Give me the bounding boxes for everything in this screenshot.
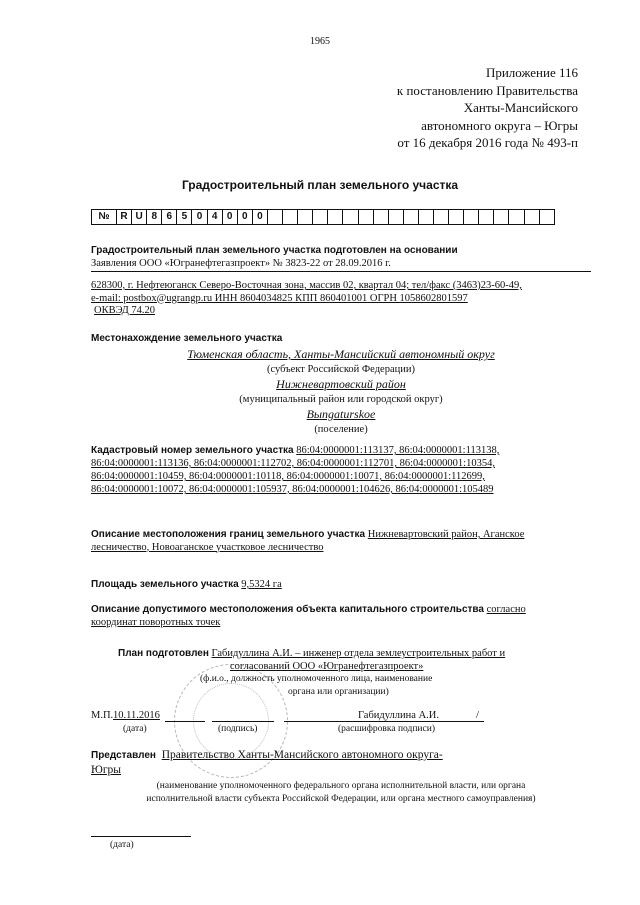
name-caption: (расшифровка подписи) bbox=[338, 724, 435, 734]
plan-number-grid bbox=[91, 209, 555, 225]
boundaries-section bbox=[91, 529, 591, 554]
basis-rule bbox=[91, 271, 591, 272]
area-section bbox=[91, 579, 591, 592]
presented-captions bbox=[91, 780, 591, 806]
plan-number-cell bbox=[313, 210, 328, 225]
page-number: 1965 bbox=[310, 36, 330, 47]
basis-label: Градостроительный план земельного участка подготовлен на основании bbox=[91, 245, 458, 256]
plan-number-cell bbox=[328, 210, 343, 225]
plan-number-cell: U bbox=[132, 210, 147, 225]
location-settlement: Выngaturskoe bbox=[306, 407, 376, 421]
presented-label: Представлен bbox=[91, 750, 156, 761]
plan-number-cell: 0 bbox=[223, 210, 238, 225]
location-block bbox=[91, 347, 591, 437]
location-settlement-caption: (поселение) bbox=[314, 424, 368, 435]
location-subject: Тюменская область, Ханты-Мансийский автономный округ bbox=[187, 347, 495, 361]
plan-number-cell bbox=[268, 210, 283, 225]
sign-date: 10.11.2016 bbox=[113, 710, 160, 721]
appendix-line: Ханты-Мансийского bbox=[463, 100, 578, 115]
basis-line-4: ОКВЭД 74.20 bbox=[94, 305, 156, 316]
cadastral-section bbox=[91, 444, 591, 496]
plan-number-cell: 0 bbox=[253, 210, 268, 225]
basis-line-2: 628300, г. Нефтеюганск Северо-Восточная зона, массив 02, квартал 04; тел/факс (3463)23-60-49, bbox=[91, 280, 522, 291]
plan-number-cell bbox=[540, 210, 555, 225]
appendix-line: Приложение 116 bbox=[485, 65, 578, 80]
appendix-block bbox=[397, 64, 578, 152]
permitted-label: Описание допустимого местоположения объекта капитального строительства bbox=[91, 604, 484, 615]
plan-number-cell: 4 bbox=[208, 210, 223, 225]
presented-caption-2: исполнительной власти субъекта Российской Федерации, или органа местного самоуправления) bbox=[146, 794, 536, 804]
basis-line-1: Заявления ООО «Югранефтегазпроект» № 3823-22 от 28.09.2016 г. bbox=[91, 257, 391, 269]
plan-number-cell bbox=[283, 210, 298, 225]
plan-number-cell bbox=[389, 210, 404, 225]
plan-number-cell bbox=[525, 210, 540, 225]
plan-number-cell bbox=[419, 210, 434, 225]
plan-number-cell: 0 bbox=[238, 210, 253, 225]
signature-caption: (подпись) bbox=[218, 724, 258, 734]
bottom-date-caption: (дата) bbox=[110, 840, 134, 850]
cadastral-label: Кадастровый номер земельного участка bbox=[91, 445, 294, 456]
boundaries-value-1: Нижневартовский район, Аганское bbox=[367, 529, 525, 540]
area-value: 9,5324 га bbox=[241, 579, 282, 590]
location-label: Местонахождение земельного участка bbox=[91, 333, 283, 344]
plan-number-cell: 0 bbox=[192, 210, 207, 225]
plan-number-cell bbox=[509, 210, 524, 225]
basis-section bbox=[91, 245, 591, 318]
appendix-line: от 16 декабря 2016 года № 493-п bbox=[397, 135, 578, 150]
plan-number-cell: 5 bbox=[177, 210, 192, 225]
appendix-line: к постановлению Правительства bbox=[396, 82, 578, 98]
plan-number-cell bbox=[343, 210, 358, 225]
permitted-section bbox=[91, 604, 591, 629]
prepared-label: План подготовлен bbox=[118, 648, 209, 659]
prepared-value-2: согласований ООО «Югранефтегазпроект» bbox=[230, 660, 424, 672]
plan-number-cell bbox=[449, 210, 464, 225]
presented-section bbox=[91, 748, 591, 777]
presented-value-2: Югры bbox=[91, 764, 122, 776]
boundaries-label: Описание местоположения границ земельного участка bbox=[91, 529, 366, 540]
plan-number-cell bbox=[298, 210, 313, 225]
location-district: Нижневартовский район bbox=[276, 377, 406, 391]
presented-value-1: Правительство Ханты-Мансийского автономного округа- bbox=[161, 749, 443, 761]
prepared-value-1: Габидуллина А.И. – инженер отдела землеустроительных работ и bbox=[211, 648, 506, 659]
plan-number-cell bbox=[464, 210, 479, 225]
date-caption: (дата) bbox=[123, 724, 147, 734]
plan-number-cell bbox=[479, 210, 494, 225]
plan-number-cell bbox=[404, 210, 419, 225]
plan-number-cell bbox=[494, 210, 509, 225]
prepared-caption-2: органа или организации) bbox=[288, 686, 389, 697]
plan-number-cell: № bbox=[92, 210, 117, 225]
basis-line-3: e-mail: postbox@ugrangp.ru ИНН 8604034825 КПП 860401001 ОГРН 1058602801597 bbox=[91, 292, 468, 304]
sign-slash: / bbox=[476, 710, 479, 721]
plan-number-cell bbox=[434, 210, 449, 225]
area-label: Площадь земельного участка bbox=[91, 579, 239, 590]
plan-number-cell bbox=[374, 210, 389, 225]
permitted-value-2: координат поворотных точек bbox=[91, 616, 221, 628]
plan-number-cell: 8 bbox=[147, 210, 162, 225]
plan-number-cell: 6 bbox=[162, 210, 177, 225]
mp-label: М.П. bbox=[91, 710, 114, 721]
bottom-date-rule bbox=[91, 836, 191, 837]
signature-rule bbox=[212, 721, 274, 722]
plan-number-cell: R bbox=[117, 210, 132, 225]
cadastral-line-4: 86:04:0000001:10072, 86:04:0000001:105937, 86:04:0000001:104626, 86:04:0000001:105489 bbox=[91, 484, 494, 495]
cadastral-line-1: 86:04:0000001:113137, 86:04:0000001:113138, bbox=[296, 445, 500, 456]
date-rule bbox=[165, 721, 205, 722]
presented-caption-1: (наименование уполномоченного федерального органа исполнительной власти, или органа bbox=[156, 781, 526, 791]
name-rule bbox=[284, 721, 484, 722]
plan-number-cell bbox=[359, 210, 374, 225]
prepared-caption-1: (ф.и.о., должность уполномоченного лица, наименование bbox=[200, 674, 433, 684]
prepared-section bbox=[118, 648, 588, 698]
appendix-line: автономного округа – Югры bbox=[421, 117, 578, 133]
sign-name: Габидуллина А.И. bbox=[358, 710, 439, 721]
boundaries-value-2: лесничество, Новоаганское участковое лесничество bbox=[91, 541, 324, 553]
document-title: Градостроительный план земельного участка bbox=[181, 178, 459, 192]
location-district-caption: (муниципальный район или городской округ) bbox=[239, 394, 443, 405]
cadastral-line-3: 86:04:0000001:10459, 86:04:0000001:10118, 86:04:0000001:10071, 86:04:0000001:112699, bbox=[91, 471, 485, 482]
permitted-value-1: согласно bbox=[486, 604, 526, 615]
location-subject-caption: (субъект Российской Федерации) bbox=[267, 364, 415, 375]
cadastral-line-2: 86:04:0000001:113136, 86:04:0000001:112702, 86:04:0000001:112701, 86:04:0000001:10354, bbox=[91, 458, 495, 469]
